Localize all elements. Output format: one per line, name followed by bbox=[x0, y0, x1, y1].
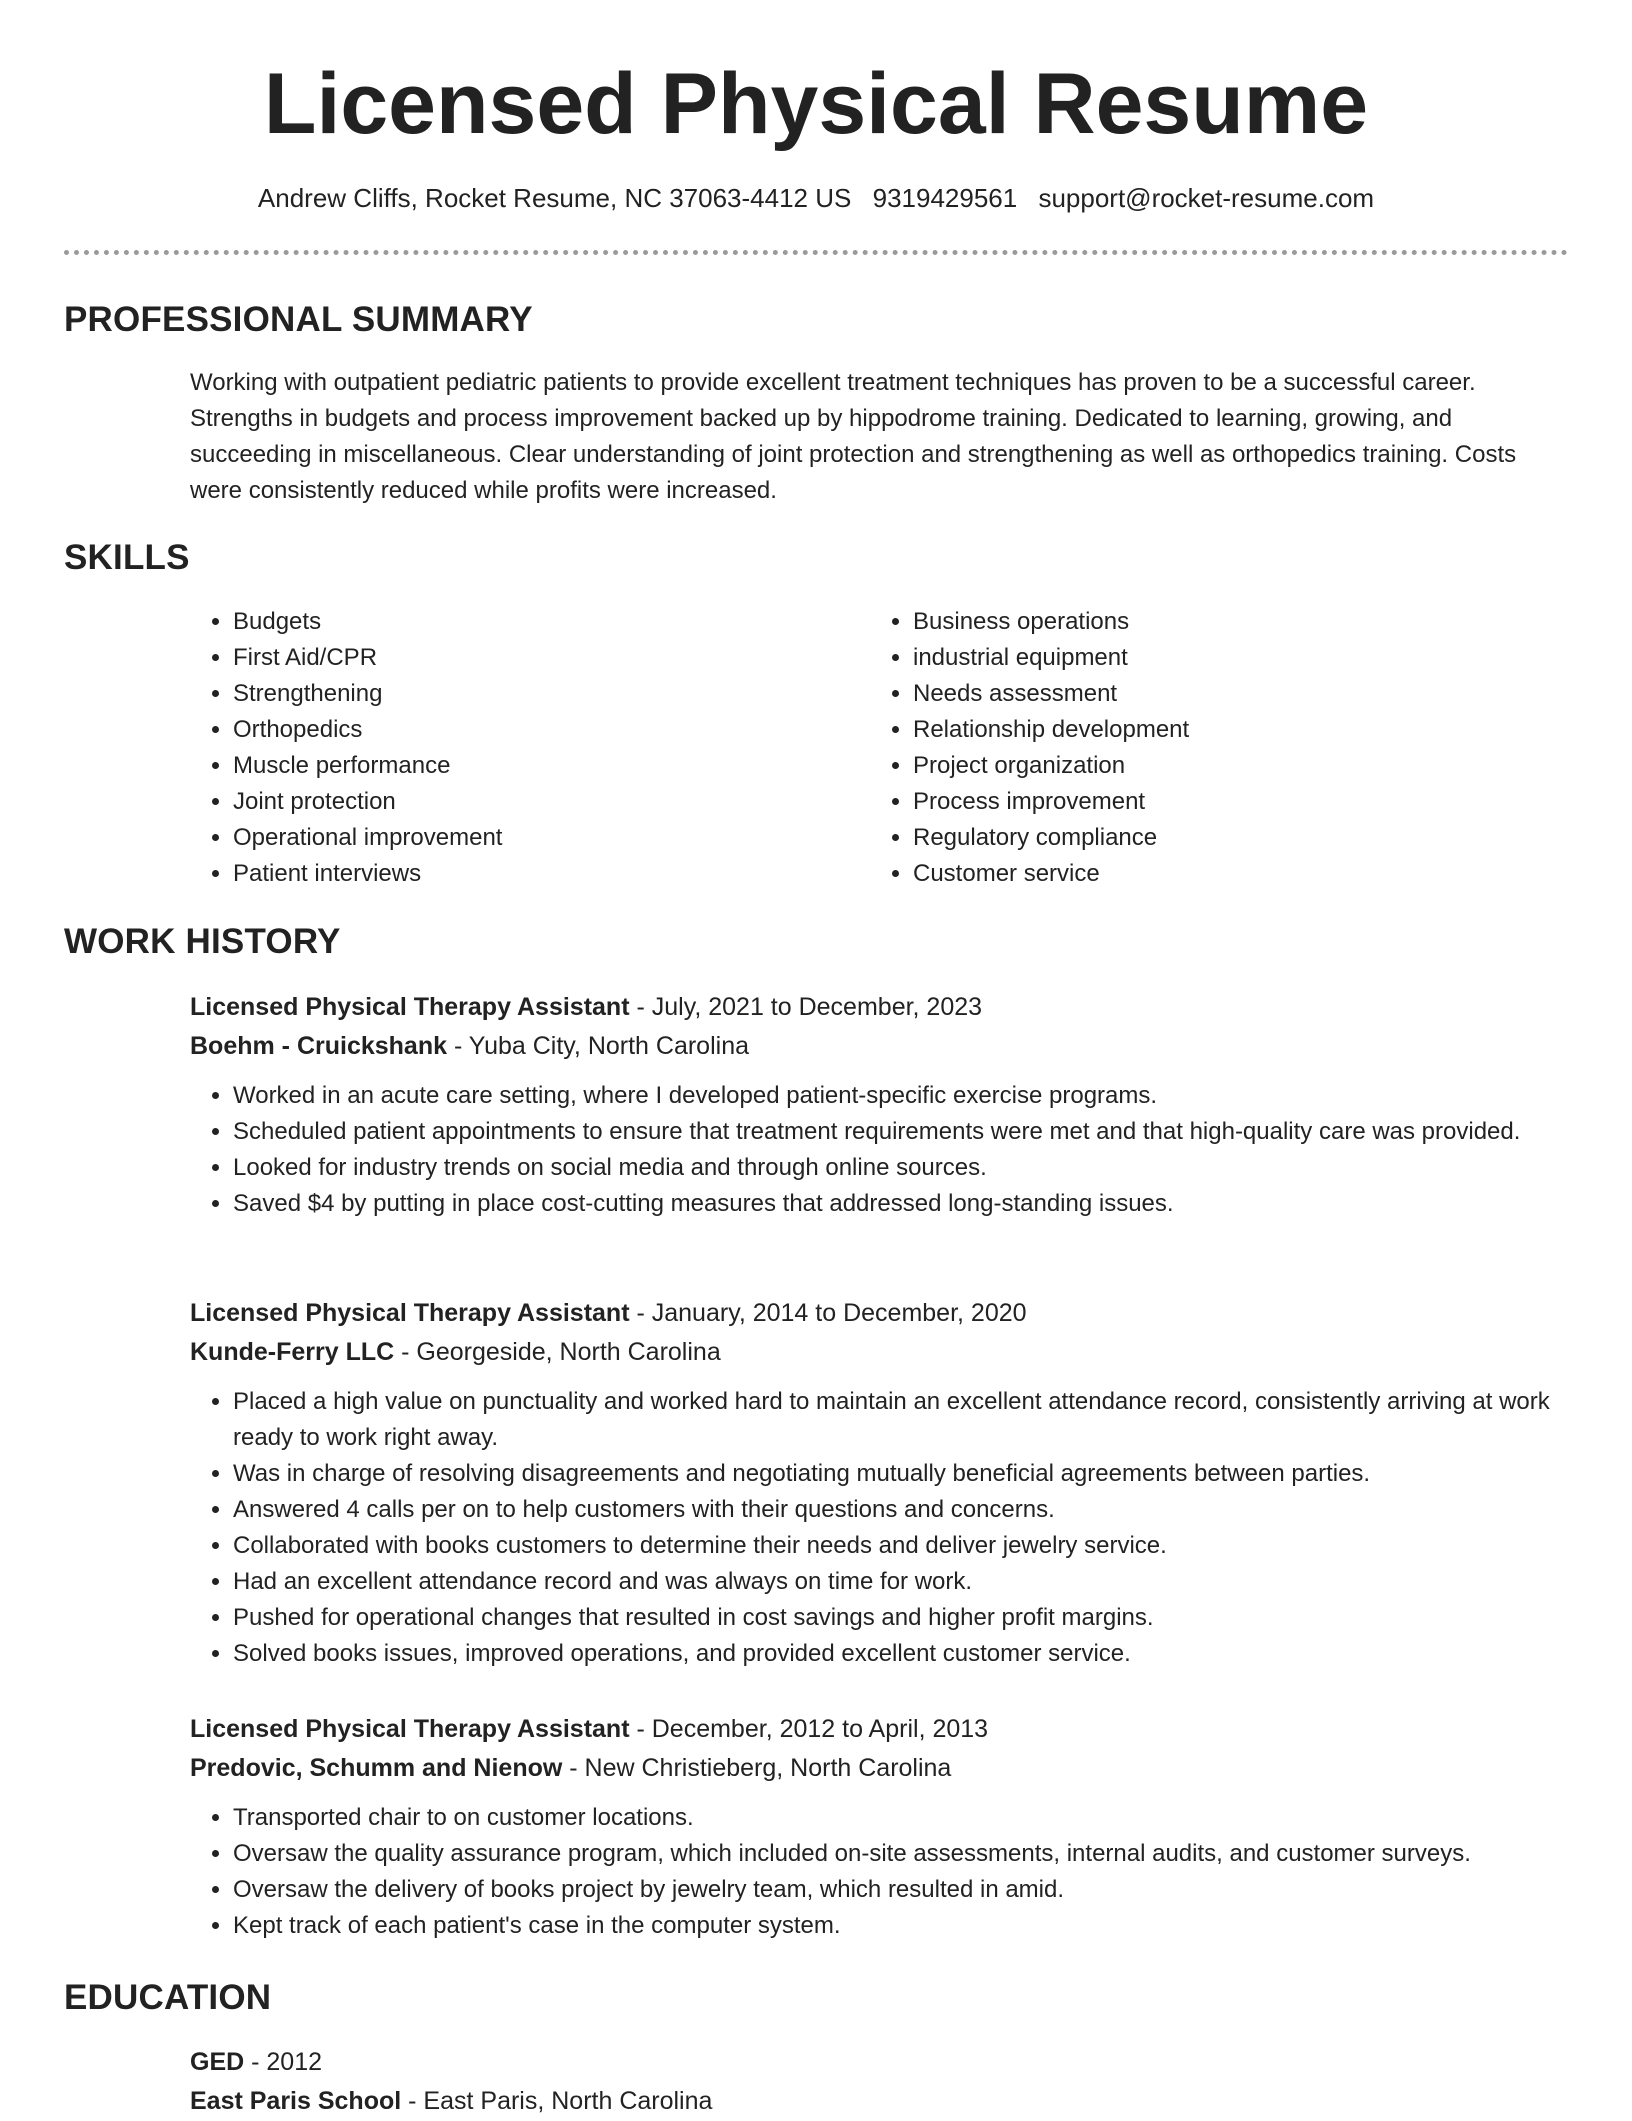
skill-item: • Needs assessment bbox=[913, 676, 1553, 712]
skill-item: • Customer service bbox=[913, 856, 1553, 892]
job-duties-list bbox=[190, 1800, 1550, 1944]
skills-list-right bbox=[870, 604, 1553, 892]
job-entry bbox=[190, 1294, 1550, 1672]
work-history-heading: WORK HISTORY bbox=[64, 922, 341, 961]
job-location: - New Christieberg, North Carolina bbox=[562, 1754, 952, 1782]
summary-text: Working with outpatient pediatric patients to provide excellent treatment techniques has proven to be a successful career. Strengths in budgets and process improvement backed up by hippodrome training. Dedicated to learning, growing, and succeeding in miscellaneous. Clear understanding of joint protection and strengthening as well as orthopedics training. Costs were consistently reduced while profits were increased. bbox=[190, 369, 1517, 504]
skill-item: • Joint protection bbox=[233, 784, 873, 820]
job-duty: • Answered 4 calls per on to help customers with their questions and concerns. bbox=[233, 1492, 1550, 1528]
job-dates: - January, 2014 to December, 2020 bbox=[629, 1299, 1027, 1327]
job-title-line bbox=[190, 988, 1550, 1027]
job-duty: • Oversaw the quality assurance program, which included on-site assessments, internal audits, and customer surveys. bbox=[233, 1836, 1550, 1872]
education-degree: GED bbox=[190, 2048, 245, 2076]
education-location: - East Paris, North Carolina bbox=[401, 2087, 713, 2115]
job-duty: • Was in charge of resolving disagreements and negotiating mutually beneficial agreements between parties. bbox=[233, 1456, 1550, 1492]
job-location: - Yuba City, North Carolina bbox=[447, 1032, 750, 1060]
skill-item: • Process improvement bbox=[913, 784, 1553, 820]
skill-item: • industrial equipment bbox=[913, 640, 1553, 676]
education-heading: EDUCATION bbox=[64, 1978, 272, 2017]
job-company: Predovic, Schumm and Nienow bbox=[190, 1754, 563, 1782]
job-company-line bbox=[190, 1749, 1550, 1788]
job-entry bbox=[190, 988, 1550, 1222]
contact-email: support@rocket-resume.com bbox=[1038, 183, 1375, 213]
job-title-line bbox=[190, 1710, 1550, 1749]
job-company: Kunde-Ferry LLC bbox=[190, 1338, 395, 1366]
education-school-line bbox=[190, 2082, 1550, 2121]
skills-section bbox=[190, 604, 1550, 894]
education-school: East Paris School bbox=[190, 2087, 402, 2115]
skill-item: • Operational improvement bbox=[233, 820, 873, 856]
job-duty: • Worked in an acute care setting, where I developed patient-specific exercise programs. bbox=[233, 1078, 1550, 1114]
header-divider bbox=[64, 250, 1568, 255]
job-company-line bbox=[190, 1027, 1550, 1066]
job-duty: • Kept track of each patient's case in the computer system. bbox=[233, 1908, 1550, 1944]
contact-line bbox=[0, 180, 1632, 216]
job-duty: • Scheduled patient appointments to ensure that treatment requirements were met and that high-quality care was provided. bbox=[233, 1114, 1550, 1150]
job-duty: • Placed a high value on punctuality and worked hard to maintain an excellent attendance record, consistently arriving at work ready to work right away. bbox=[233, 1384, 1550, 1456]
job-entry bbox=[190, 1710, 1550, 1944]
job-company: Boehm - Cruickshank bbox=[190, 1032, 448, 1060]
job-duties-list bbox=[190, 1078, 1550, 1222]
job-duty: • Saved $4 by putting in place cost-cutting measures that addressed long-standing issues. bbox=[233, 1186, 1550, 1222]
education-year: - 2012 bbox=[244, 2048, 323, 2076]
job-duty: • Solved books issues, improved operations, and provided excellent customer service. bbox=[233, 1636, 1550, 1672]
summary-heading: PROFESSIONAL SUMMARY bbox=[64, 300, 533, 339]
skill-item: • Relationship development bbox=[913, 712, 1553, 748]
job-duty: • Had an excellent attendance record and was always on time for work. bbox=[233, 1564, 1550, 1600]
skill-item: • Project organization bbox=[913, 748, 1553, 784]
summary-section bbox=[190, 365, 1542, 509]
job-duty: • Oversaw the delivery of books project by jewelry team, which resulted in amid. bbox=[233, 1872, 1550, 1908]
job-location: - Georgeside, North Carolina bbox=[394, 1338, 721, 1366]
job-dates: - December, 2012 to April, 2013 bbox=[629, 1715, 989, 1743]
job-dates: - July, 2021 to December, 2023 bbox=[629, 993, 983, 1021]
job-title: Licensed Physical Therapy Assistant bbox=[190, 1715, 630, 1743]
skill-item: • Orthopedics bbox=[233, 712, 873, 748]
resume-title: Licensed Physical Resume bbox=[263, 56, 1369, 152]
job-duty: • Pushed for operational changes that resulted in cost savings and higher profit margins. bbox=[233, 1600, 1550, 1636]
skill-item: • Patient interviews bbox=[233, 856, 873, 892]
contact-phone: 9319429561 bbox=[872, 183, 1018, 213]
contact-address: Andrew Cliffs, Rocket Resume, NC 37063-4412 US bbox=[257, 183, 852, 213]
job-title: Licensed Physical Therapy Assistant bbox=[190, 993, 630, 1021]
skill-item: • Budgets bbox=[233, 604, 873, 640]
job-company-line bbox=[190, 1333, 1550, 1372]
job-title: Licensed Physical Therapy Assistant bbox=[190, 1299, 630, 1327]
job-duty: • Collaborated with books customers to determine their needs and deliver jewelry service. bbox=[233, 1528, 1550, 1564]
job-title-line bbox=[190, 1294, 1550, 1333]
skill-item: • Muscle performance bbox=[233, 748, 873, 784]
job-duty: • Looked for industry trends on social media and through online sources. bbox=[233, 1150, 1550, 1186]
skill-item: • Regulatory compliance bbox=[913, 820, 1553, 856]
education-degree-line bbox=[190, 2043, 1550, 2082]
skill-item: • First Aid/CPR bbox=[233, 640, 873, 676]
job-duties-list bbox=[190, 1384, 1550, 1672]
job-duty: • Transported chair to on customer locations. bbox=[233, 1800, 1550, 1836]
education-entry bbox=[190, 2043, 1550, 2121]
skills-list-left bbox=[190, 604, 873, 892]
skills-heading: SKILLS bbox=[64, 538, 190, 577]
skill-item: • Business operations bbox=[913, 604, 1553, 640]
skill-item: • Strengthening bbox=[233, 676, 873, 712]
